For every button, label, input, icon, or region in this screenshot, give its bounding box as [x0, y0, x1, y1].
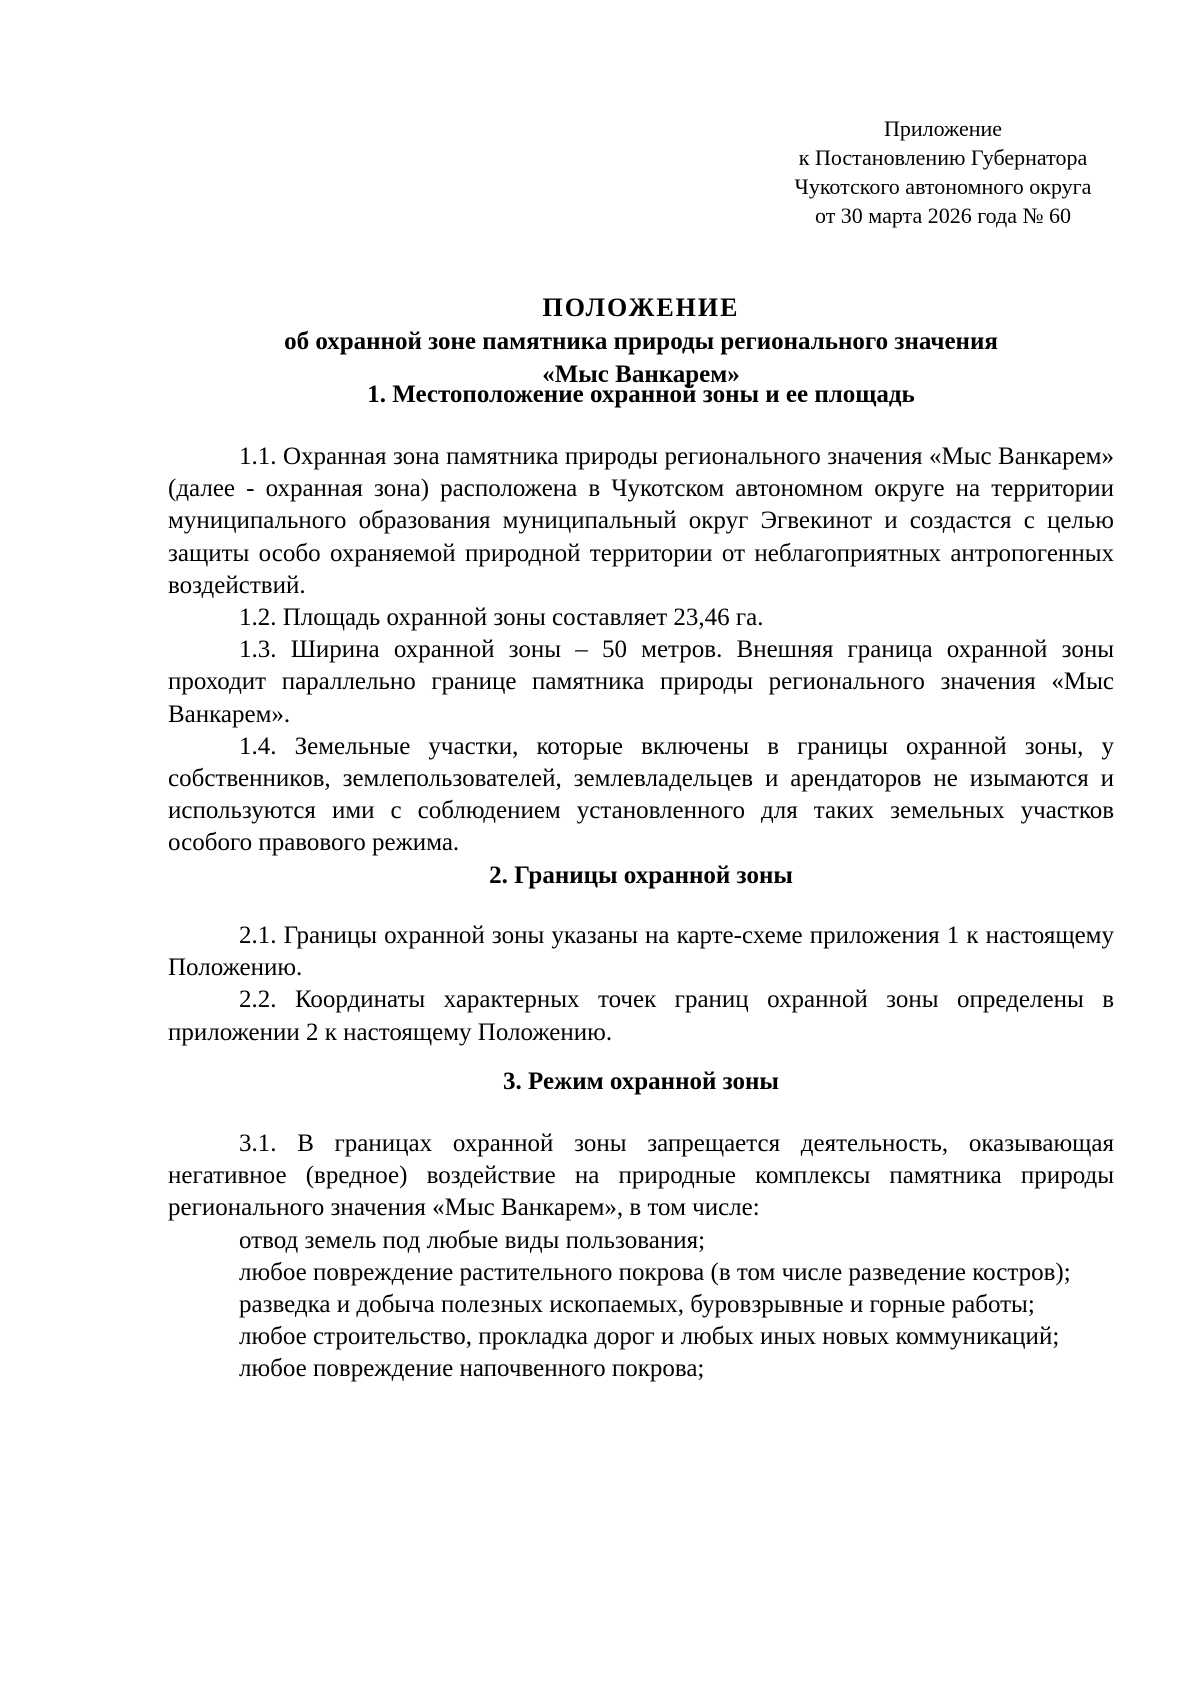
document-title	[168, 291, 1114, 391]
title-subtitle: об охранной зоне памятника природы регионального значения	[284, 328, 998, 355]
section-2-heading: 2. Границы охранной зоны	[489, 862, 793, 889]
section-3-heading: 3. Режим охранной зоны	[503, 1068, 779, 1095]
paragraph-3-1: 3.1. В границах охранной зоны запрещается деятельность, оказывающая негативное (вредное) воздействие на природные комплексы памятника природы регионального значения «Мыс Ванкарем», в том числе:	[168, 1130, 1114, 1222]
paragraph-1-1: 1.1. Охранная зона памятника природы регионального значения «Мыс Ванкарем» (далее - охранная зона) расположена в Чукотском автономном округе на территории муниципального образования муниципальный округ Эгвекинот и создастся с целью защиты особо охраняемой природной территории от неблагоприятных антропогенных воздействий.	[168, 443, 1114, 599]
list-item-soil-cover-damage: любое повреждение напочвенного покрова;	[239, 1355, 705, 1383]
title-main: ПОЛОЖЕНИЕ	[542, 293, 740, 322]
section-3-body	[168, 1128, 1114, 1386]
appendix-line-2: к Постановлению Губернатора	[798, 145, 1088, 170]
section-1-heading: 1. Местоположение охранной зоны и ее площадь	[367, 381, 915, 408]
list-item-construction: любое строительство, прокладка дорог и любых иных новых коммуникаций;	[239, 1323, 1060, 1351]
section-1-body	[168, 441, 1114, 860]
appendix-block	[768, 114, 1118, 230]
paragraph-1-3: 1.3. Ширина охранной зоны – 50 метров. Внешняя граница охранной зоны проходит параллельно границе памятника природы регионального значения «Мыс Ванкарем».	[168, 636, 1114, 728]
paragraph-1-4: 1.4. Земельные участки, которые включены в границы охранной зоны, у собственников, землепользователей, землевладельцев и арендаторов не изымаются и используются ими с соблюдением установленного для таких земельных участков особого правового режима.	[168, 732, 1114, 857]
appendix-line-3: Чукотского автономного округа	[794, 174, 1092, 199]
list-item-land-allocation: отвод земель под любые виды пользования;	[239, 1226, 706, 1254]
paragraph-2-2: 2.2. Координаты характерных точек границ охранной зоны определены в приложении 2 к настоящему Положению.	[168, 986, 1114, 1046]
paragraph-2-1: 2.1. Границы охранной зоны указаны на карте-схеме приложения 1 к настоящему Положению.	[168, 922, 1114, 982]
appendix-line-1: Приложение	[883, 116, 1003, 141]
paragraph-1-2: 1.2. Площадь охранной зоны составляет 23,46 га.	[239, 604, 764, 632]
title-name: «Мыс Ванкарем»	[542, 361, 740, 388]
list-item-mining: разведка и добыча полезных ископаемых, буровзрывные и горные работы;	[239, 1291, 1035, 1319]
appendix-line-4: от 30 марта 2026 года № 60	[814, 203, 1071, 228]
list-item-vegetation-damage: любое повреждение растительного покрова (в том числе разведение костров);	[239, 1258, 1071, 1286]
section-2-body	[168, 920, 1114, 1049]
